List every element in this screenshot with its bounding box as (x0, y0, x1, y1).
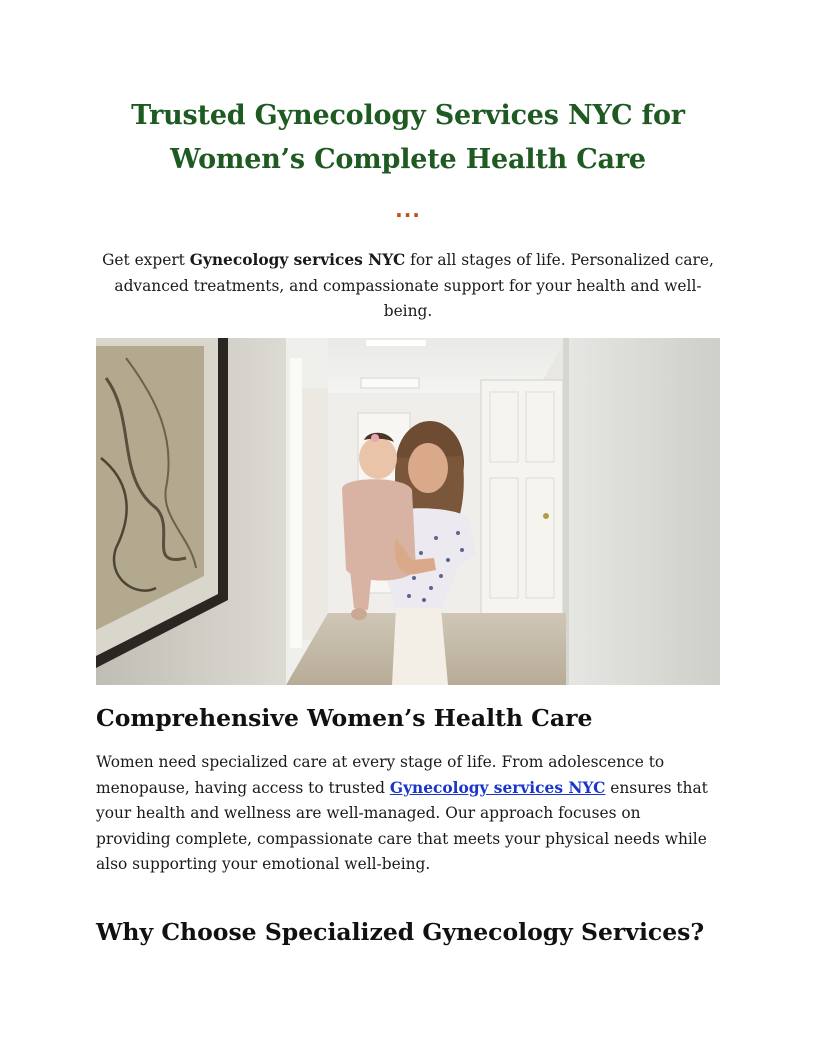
title-line-1: Trusted Gynecology Services NYC for (131, 100, 685, 131)
section-heading-why-choose: Why Choose Specialized Gynecology Services? (96, 918, 705, 946)
intro-keyword: Gynecology services NYC (189, 251, 406, 269)
intro-text: Get expert (102, 251, 190, 269)
intro-text: for all stages of life. Personalized care, (405, 251, 714, 269)
intro-paragraph (96, 248, 720, 325)
paragraph-line-3: your health and wellness are well-managed. Our approach focuses on (96, 804, 641, 822)
document-page (96, 0, 720, 1056)
page-title (96, 94, 720, 182)
paragraph-line-2 (96, 776, 720, 802)
section-paragraph (96, 750, 720, 878)
intro-line-1 (96, 248, 720, 274)
section-heading-comprehensive-care: Comprehensive Women’s Health Care (96, 704, 593, 732)
paragraph-line-1: Women need specialized care at every stage of life. From adolescence to (96, 753, 665, 771)
paragraph-text: menopause, having access to trusted (96, 778, 390, 797)
hero-image (96, 338, 720, 685)
paragraph-line-4: providing complete, compassionate care that meets your physical needs while (96, 829, 707, 848)
title-line-2: Women’s Complete Health Care (170, 144, 646, 175)
intro-line-3: being. (383, 302, 433, 320)
paragraph-text: ensures that (605, 778, 708, 797)
gynecology-services-link[interactable]: Gynecology services NYC (389, 778, 606, 797)
intro-line-2: advanced treatments, and compassionate support for your health and well- (114, 276, 702, 295)
paragraph-line-5: also supporting your emotional well-being. (96, 855, 431, 873)
title-separator: ... (395, 198, 421, 222)
